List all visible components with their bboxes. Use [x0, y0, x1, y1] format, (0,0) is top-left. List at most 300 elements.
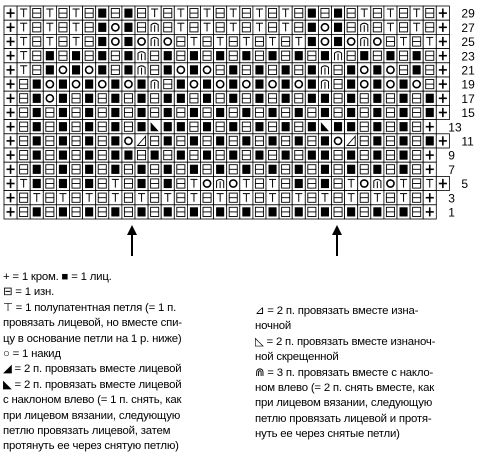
- chart-cell: [174, 105, 187, 119]
- chart-cell: [4, 148, 17, 162]
- chart-cell: [345, 20, 358, 34]
- chart-cell: [279, 120, 292, 134]
- chart-cell: [318, 91, 331, 105]
- chart-cell: [358, 205, 371, 219]
- chart-cell: [174, 120, 187, 134]
- chart-cell: [43, 34, 56, 48]
- chart-cell: [201, 176, 214, 190]
- chart-cell: [292, 77, 305, 91]
- chart-cell: [332, 191, 345, 205]
- row-number: 7: [448, 162, 455, 177]
- chart-cell: [4, 120, 17, 134]
- chart-cell: [43, 205, 56, 219]
- chart-cell: [423, 120, 436, 134]
- chart-cell: [240, 6, 253, 20]
- chart-cell: [384, 205, 397, 219]
- chart-cell: [187, 162, 200, 176]
- chart-cell: [214, 20, 227, 34]
- chart-cell: [17, 20, 30, 34]
- chart-cell: [4, 34, 17, 48]
- chart-cell: [83, 63, 96, 77]
- chart-cell: [266, 148, 279, 162]
- chart-cell: [201, 105, 214, 119]
- chart-cell: [214, 162, 227, 176]
- chart-cell: [253, 162, 266, 176]
- chart-cell: [240, 77, 253, 91]
- chart-cell: [253, 134, 266, 148]
- chart-cell: [253, 191, 266, 205]
- chart-cell: [161, 6, 174, 20]
- chart-cell: [83, 6, 96, 20]
- chart-cell: [227, 77, 240, 91]
- chart-cell: [56, 105, 69, 119]
- chart-cell: [56, 191, 69, 205]
- chart-cell: [266, 191, 279, 205]
- arrow-left-head: [127, 225, 137, 235]
- chart-cell: [410, 120, 423, 134]
- chart-cell: [187, 77, 200, 91]
- chart-cell: [318, 63, 331, 77]
- chart-cell: [384, 91, 397, 105]
- chart-cell: [122, 162, 135, 176]
- chart-cell: [201, 162, 214, 176]
- chart-cell: [410, 63, 423, 77]
- chart-cell: [30, 176, 43, 190]
- chart-cell: [292, 120, 305, 134]
- chart-cell: [214, 77, 227, 91]
- chart-cell: [56, 134, 69, 148]
- chart-cell: [240, 205, 253, 219]
- chart-cell: [96, 6, 109, 20]
- chart-cell: [43, 20, 56, 34]
- chart-cell: [56, 176, 69, 190]
- chart-cell: [358, 176, 371, 190]
- chart-cell: [305, 77, 318, 91]
- chart-cell: [423, 105, 436, 119]
- chart-cell: [174, 191, 187, 205]
- chart-cell: [227, 162, 240, 176]
- chart-cell: [410, 49, 423, 63]
- chart-cell: [292, 191, 305, 205]
- legend-line: ⊟ = 1 изн.: [3, 286, 55, 299]
- chart-cell: [96, 63, 109, 77]
- chart-cell: [240, 34, 253, 48]
- chart-cell: [397, 6, 410, 20]
- chart-cell: [423, 191, 436, 205]
- chart-cell: [305, 205, 318, 219]
- chart-cell: [135, 134, 148, 148]
- chart-cell: [397, 148, 410, 162]
- chart-cell: [266, 176, 279, 190]
- chart-cell: [70, 176, 83, 190]
- chart-cell: [410, 148, 423, 162]
- chart-cell: [148, 120, 161, 134]
- chart-cell: [135, 20, 148, 34]
- chart-cell: [96, 91, 109, 105]
- chart-cell: [17, 120, 30, 134]
- chart-cell: [292, 49, 305, 63]
- chart-cell: [135, 63, 148, 77]
- chart-cell: [187, 20, 200, 34]
- chart-cell: [109, 205, 122, 219]
- chart-cell: [83, 105, 96, 119]
- chart-cell: [318, 34, 331, 48]
- chart-cell: [17, 162, 30, 176]
- chart-cell: [174, 205, 187, 219]
- chart-cell: [266, 105, 279, 119]
- chart-cell: [161, 20, 174, 34]
- legend-line: ⊤ = 1 полупатентная петля (= 1 п.: [3, 301, 177, 314]
- chart-cell: [148, 49, 161, 63]
- chart-cell: [371, 77, 384, 91]
- chart-cell: [345, 162, 358, 176]
- chart-cell: [4, 6, 17, 20]
- legend-line: с наклоном влево (= 1 п. снять, как: [3, 394, 182, 407]
- chart-cell: [161, 162, 174, 176]
- chart-cell: [96, 148, 109, 162]
- chart-cell: [70, 148, 83, 162]
- chart-cell: [214, 34, 227, 48]
- chart-cell: [410, 91, 423, 105]
- chart-cell: [332, 6, 345, 20]
- chart-cell: [266, 162, 279, 176]
- chart-cell: [161, 49, 174, 63]
- chart-cell: [109, 6, 122, 20]
- chart-cell: [384, 162, 397, 176]
- chart-cell: [122, 148, 135, 162]
- legend-line: протянуть ее через снятую петлю): [3, 440, 179, 453]
- chart-cell: [214, 105, 227, 119]
- chart-cell: [279, 105, 292, 119]
- chart-cell: [371, 63, 384, 77]
- chart-cell: [148, 34, 161, 48]
- chart-cell: [292, 176, 305, 190]
- chart-cell: [187, 176, 200, 190]
- chart-cell: [17, 6, 30, 20]
- chart-cell: [227, 49, 240, 63]
- chart-cell: [148, 162, 161, 176]
- arrow-right-head: [332, 225, 342, 235]
- chart-cell: [187, 105, 200, 119]
- chart-cell: [43, 191, 56, 205]
- chart-cell: [266, 77, 279, 91]
- chart-cell: [253, 63, 266, 77]
- chart-cell: [161, 176, 174, 190]
- chart-cell: [397, 205, 410, 219]
- chart-cell: [345, 91, 358, 105]
- chart-cell: [174, 20, 187, 34]
- chart-cell: [30, 120, 43, 134]
- chart-cell: [358, 134, 371, 148]
- chart-cell: [17, 205, 30, 219]
- legend-right: [255, 304, 495, 443]
- chart-cell: [371, 49, 384, 63]
- chart-cell: [371, 105, 384, 119]
- chart-cell: [423, 134, 436, 148]
- chart-cell: [305, 6, 318, 20]
- chart-cell: [227, 205, 240, 219]
- chart-cell: [135, 176, 148, 190]
- chart-cell: [56, 205, 69, 219]
- chart-cell: [122, 63, 135, 77]
- chart-cell: [148, 6, 161, 20]
- chart-cell: [410, 134, 423, 148]
- chart-cell: [4, 162, 17, 176]
- chart-cell: [410, 6, 423, 20]
- chart-cell: [279, 49, 292, 63]
- chart-cell: [345, 120, 358, 134]
- chart-cell: [30, 20, 43, 34]
- chart-cell: [318, 191, 331, 205]
- chart-cell: [345, 134, 358, 148]
- chart-cell: [345, 63, 358, 77]
- chart-cell: [345, 205, 358, 219]
- chart-cell: [423, 77, 436, 91]
- chart-cell: [187, 6, 200, 20]
- chart-cell: [253, 34, 266, 48]
- chart-cell: [96, 120, 109, 134]
- chart-cell: [279, 205, 292, 219]
- chart-cell: [201, 49, 214, 63]
- chart-cell: [371, 20, 384, 34]
- chart-cell: [292, 91, 305, 105]
- chart-cell: [135, 191, 148, 205]
- chart-cell: [358, 162, 371, 176]
- chart-cell: [4, 176, 17, 190]
- chart-cell: [345, 34, 358, 48]
- chart-cell: [371, 162, 384, 176]
- chart-cell: [397, 34, 410, 48]
- chart-cell: [30, 34, 43, 48]
- chart-cell: [83, 91, 96, 105]
- chart-cell: [410, 205, 423, 219]
- chart-cell: [358, 105, 371, 119]
- legend-line: петлю провязать лицевой, затем: [3, 425, 171, 438]
- chart-cell: [70, 20, 83, 34]
- chart-cell: [122, 105, 135, 119]
- chart-cell: [345, 191, 358, 205]
- chart-cell: [187, 134, 200, 148]
- chart-cell: [292, 148, 305, 162]
- chart-cell: [436, 176, 449, 190]
- chart-cell: [266, 34, 279, 48]
- chart-cell: [96, 134, 109, 148]
- chart-cell: [305, 34, 318, 48]
- chart-cell: [70, 205, 83, 219]
- chart-cell: [358, 34, 371, 48]
- chart-cell: [410, 191, 423, 205]
- chart-cell: [436, 77, 449, 91]
- chart-cell: [56, 49, 69, 63]
- chart-cell: [174, 34, 187, 48]
- chart-cell: [30, 49, 43, 63]
- chart-cell: [148, 77, 161, 91]
- chart-cell: [227, 34, 240, 48]
- chart-cell: [292, 6, 305, 20]
- chart-cell: [43, 49, 56, 63]
- row-number: 11: [461, 134, 474, 149]
- chart-cell: [240, 63, 253, 77]
- chart-cell: [292, 20, 305, 34]
- chart-cell: [96, 191, 109, 205]
- chart-cell: [410, 20, 423, 34]
- legend-line: ◣ = 2 п. провязать вместе лицевой: [3, 378, 182, 391]
- legend-line: ◺ = 2 п. провязать вместе изнаноч-: [255, 335, 436, 348]
- chart-cell: [240, 191, 253, 205]
- chart-cell: [266, 134, 279, 148]
- chart-cell: [135, 205, 148, 219]
- chart-cell: [201, 205, 214, 219]
- chart-cell: [30, 105, 43, 119]
- chart-cell: [17, 91, 30, 105]
- chart-cell: [305, 105, 318, 119]
- chart-cell: [410, 162, 423, 176]
- chart-cell: [253, 20, 266, 34]
- chart-cell: [30, 63, 43, 77]
- chart-cell: [227, 20, 240, 34]
- chart-cell: [187, 120, 200, 134]
- chart-cell: [423, 205, 436, 219]
- chart-cell: [109, 20, 122, 34]
- chart-cell: [436, 63, 449, 77]
- chart-cell: [318, 134, 331, 148]
- chart-cell: [56, 77, 69, 91]
- chart-cell: [109, 91, 122, 105]
- chart-cell: [135, 120, 148, 134]
- chart-cell: [30, 205, 43, 219]
- chart-cell: [56, 63, 69, 77]
- chart-cell: [423, 49, 436, 63]
- chart-cell: [397, 20, 410, 34]
- chart-cell: [227, 91, 240, 105]
- chart-cell: [332, 34, 345, 48]
- legend-line: провязать лицевой, но вместе спи-: [3, 317, 182, 330]
- chart-cell: [83, 134, 96, 148]
- chart-cell: [292, 205, 305, 219]
- chart-cell: [4, 49, 17, 63]
- chart-cell: [292, 63, 305, 77]
- chart-cell: [279, 34, 292, 48]
- chart-cell: [358, 148, 371, 162]
- chart-cell: [30, 6, 43, 20]
- chart-cell: [266, 6, 279, 20]
- chart-cell: [384, 20, 397, 34]
- chart-cell: [266, 63, 279, 77]
- chart-cell: [214, 63, 227, 77]
- chart-cell: [83, 34, 96, 48]
- chart-cell: [332, 148, 345, 162]
- chart-cell: [17, 77, 30, 91]
- chart-cell: [227, 105, 240, 119]
- chart-cell: [70, 49, 83, 63]
- chart-cell: [135, 105, 148, 119]
- chart-cell: [214, 205, 227, 219]
- chart-cell: [436, 134, 449, 148]
- chart-cell: [332, 105, 345, 119]
- chart-cell: [214, 91, 227, 105]
- legend-line: + = 1 кром. ■ = 1 лиц.: [3, 271, 112, 283]
- chart-cell: [240, 20, 253, 34]
- chart-cell: [148, 134, 161, 148]
- chart-cell: [83, 49, 96, 63]
- chart-cell: [253, 120, 266, 134]
- chart-cell: [174, 77, 187, 91]
- chart-cell: [70, 63, 83, 77]
- chart-cell: [30, 191, 43, 205]
- chart-cell: [253, 148, 266, 162]
- chart-cell: [122, 205, 135, 219]
- chart-cell: [201, 77, 214, 91]
- chart-cell: [122, 20, 135, 34]
- chart-cell: [318, 6, 331, 20]
- chart-cell: [292, 34, 305, 48]
- arrow-right-stem: [336, 234, 338, 256]
- row-number: 13: [448, 120, 462, 135]
- chart-cell: [70, 34, 83, 48]
- chart-cell: [253, 91, 266, 105]
- chart-cell: [148, 20, 161, 34]
- chart-cell: [266, 91, 279, 105]
- chart-cell: [17, 148, 30, 162]
- chart-cell: [214, 148, 227, 162]
- chart-cell: [240, 91, 253, 105]
- chart-cell: [83, 176, 96, 190]
- row-number: 15: [461, 106, 475, 121]
- chart-cell: [318, 77, 331, 91]
- chart-cell: [214, 176, 227, 190]
- row-number: 29: [461, 6, 475, 21]
- chart-cell: [332, 176, 345, 190]
- chart-cell: [43, 105, 56, 119]
- chart-cell: [83, 148, 96, 162]
- chart-cell: [397, 63, 410, 77]
- chart-cell: [17, 176, 30, 190]
- chart-cell: [305, 120, 318, 134]
- chart-cell: [240, 105, 253, 119]
- chart-cell: [174, 176, 187, 190]
- chart-cell: [161, 77, 174, 91]
- chart-cell: [70, 91, 83, 105]
- chart-cell: [292, 162, 305, 176]
- chart-cell: [135, 49, 148, 63]
- legend-line: при лицевом вязании, следующую: [3, 409, 181, 422]
- chart-cell: [148, 176, 161, 190]
- chart-cell: [161, 63, 174, 77]
- chart-cell: [122, 49, 135, 63]
- chart-cell: [345, 77, 358, 91]
- legend-line: ○ = 1 накид: [3, 348, 61, 361]
- chart-cell: [214, 134, 227, 148]
- chart-cell: [371, 120, 384, 134]
- row-number: 3: [448, 191, 455, 206]
- chart-cell: [358, 77, 371, 91]
- chart-cell: [240, 49, 253, 63]
- chart-cell: [227, 191, 240, 205]
- chart-cell: [148, 63, 161, 77]
- chart-cell: [30, 148, 43, 162]
- chart-cell: [56, 162, 69, 176]
- row-number: 1: [448, 205, 455, 220]
- chart-cell: [266, 20, 279, 34]
- chart-cell: [83, 120, 96, 134]
- chart-cell: [56, 148, 69, 162]
- chart-cell: [279, 148, 292, 162]
- chart-cell: [397, 191, 410, 205]
- chart-cell: [96, 77, 109, 91]
- chart-cell: [122, 134, 135, 148]
- chart-cell: [201, 91, 214, 105]
- chart-cell: [279, 91, 292, 105]
